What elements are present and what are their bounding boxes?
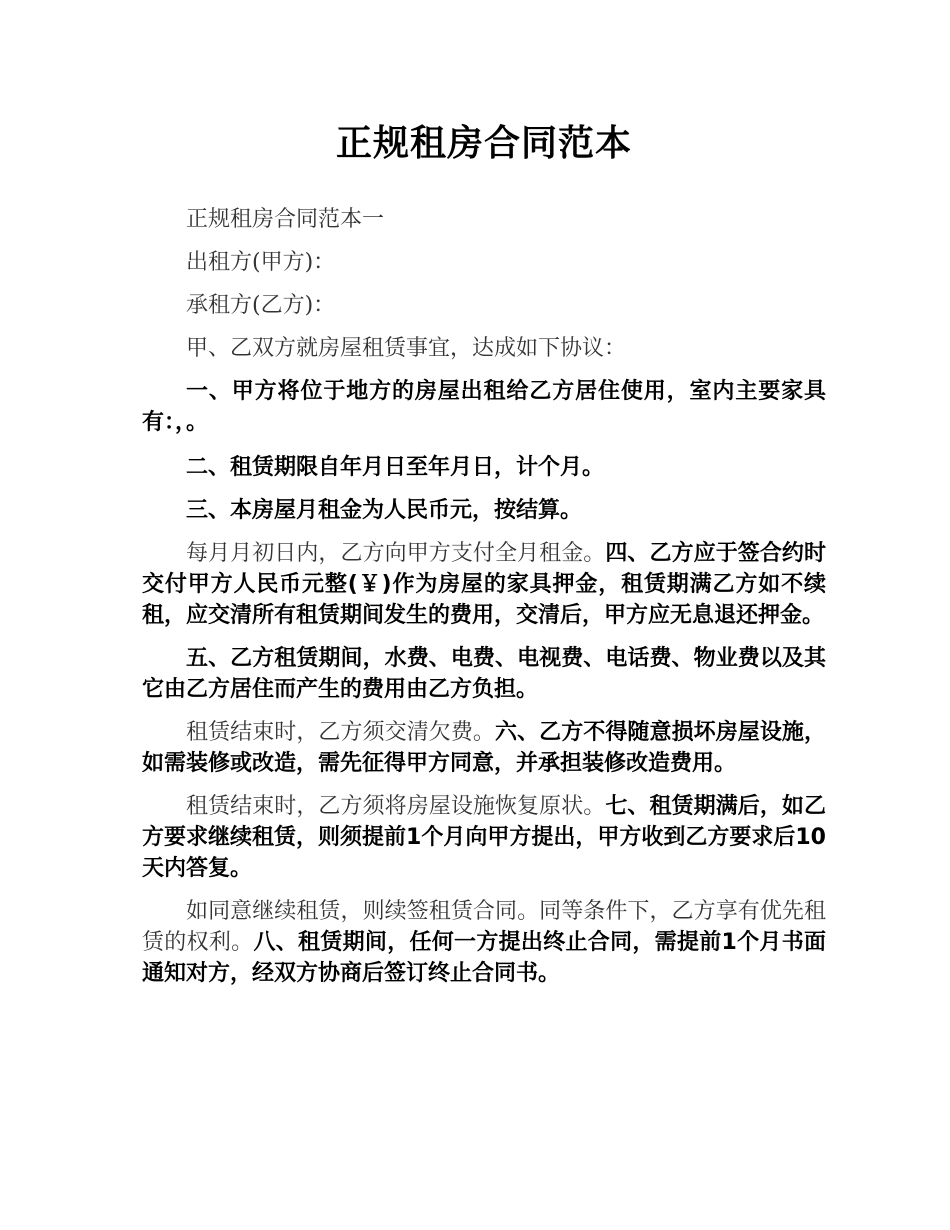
clause-text: 七、租赁期满后，如乙方要求继续租赁，则须提前1个月向甲方提出，甲方收到乙方要求后10天内答复。 xyxy=(142,794,826,881)
paragraph-lessee xyxy=(142,290,826,321)
clause-7 xyxy=(142,791,826,884)
paragraph-text: 如同意继续租赁，则续签租赁合同。同等条件下，乙方享有优先租赁的权利。 xyxy=(142,899,826,955)
paragraph-text: 每月月初日内，乙方向甲方支付全月租金。 xyxy=(186,541,606,566)
clause-text: 五、乙方租赁期间，水费、电费、电视费、电话费、物业费以及其它由乙方居住而产生的费用由乙方负担。 xyxy=(142,646,826,702)
clause-2 xyxy=(142,452,826,483)
clause-8 xyxy=(142,896,826,989)
clause-text: 四、乙方应于签合约时交付甲方人民币元整(￥)作为房屋的家具押金，租赁期满乙方如不续租，应交清所有租赁期间发生的费用，交清后，甲方应无息退还押金。 xyxy=(142,541,826,628)
document-page xyxy=(142,118,826,1001)
clause-1 xyxy=(142,376,826,438)
clause-6 xyxy=(142,717,826,779)
clause-text: 六、乙方不得随意损坏房屋设施，如需装修或改造，需先征得甲方同意，并承担装修改造费用。 xyxy=(142,720,826,776)
clause-5 xyxy=(142,643,826,705)
paragraph-text: 甲、乙双方就房屋租赁事宜，达成如下协议： xyxy=(186,336,627,361)
paragraph-text: 承租方(乙方)： xyxy=(186,293,336,318)
clause-3 xyxy=(142,495,826,526)
clause-4 xyxy=(142,538,826,631)
clause-text: 八、租赁期间，任何一方提出终止合同，需提前1个月书面通知对方，经双方协商后签订终止合同书。 xyxy=(142,930,826,986)
paragraph-text: 正规租房合同范本一 xyxy=(186,207,385,232)
clause-text: 三、本房屋月租金为人民币元，按结算。 xyxy=(186,498,583,523)
paragraph-text: 租赁结束时，乙方须将房屋设施恢复原状。 xyxy=(186,794,606,819)
clause-text: 二、租赁期限自年月日至年月日，计个月。 xyxy=(186,455,605,480)
paragraph-lessor xyxy=(142,247,826,278)
paragraph-text: 租赁结束时，乙方须交清欠费。 xyxy=(186,720,495,745)
paragraph-heading xyxy=(142,204,826,235)
paragraph-text: 出租方(甲方)： xyxy=(186,250,336,275)
clause-text: 一、甲方将位于地方的房屋出租给乙方居住使用，室内主要家具有：，。 xyxy=(142,379,826,435)
paragraph-agreement xyxy=(142,333,826,364)
document-title: 正规租房合同范本 xyxy=(335,123,632,164)
